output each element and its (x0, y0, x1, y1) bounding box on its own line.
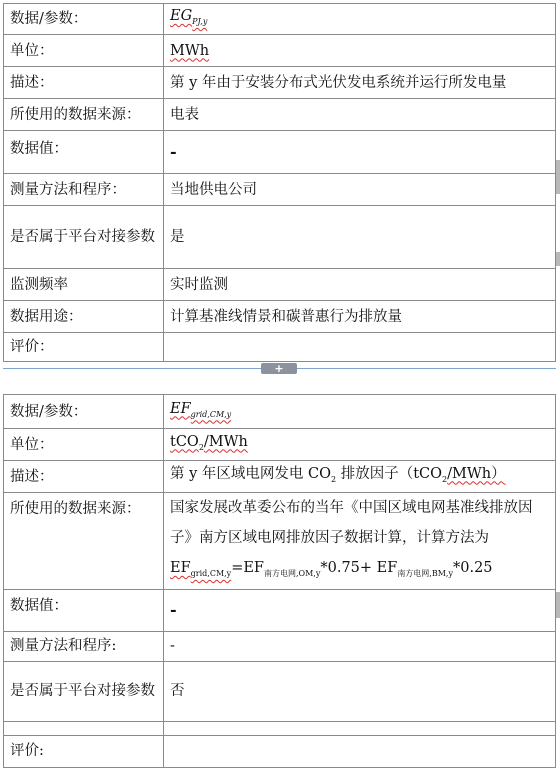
formula-part: =EF (231, 560, 264, 576)
row-label: 数据/参数： (4, 395, 164, 429)
table-row (4, 206, 556, 269)
param-symbol: EG (170, 8, 193, 25)
row-label: 描述： (4, 461, 164, 493)
param-symbol: EF (170, 400, 191, 417)
table-row (4, 174, 556, 206)
desc-subscript: 2 (331, 474, 337, 484)
desc-part: 第 y 年区域电网发电 CO (170, 465, 332, 482)
row-label: 单位： (4, 429, 164, 461)
unit-part: /MWh (203, 433, 248, 450)
row-value: 否 (164, 661, 556, 721)
data-value: - (170, 599, 177, 619)
table-row (4, 35, 556, 67)
row-value (164, 493, 556, 590)
row-value: 第 y 年由于安装分布式光伏发电系统并运行所发电量 (164, 67, 556, 99)
param-subscript: grid,CM,y (190, 409, 232, 419)
formula-subscript: grid,CM,y (190, 568, 232, 578)
table-row (4, 735, 556, 767)
formula-part: EF (170, 560, 191, 576)
row-value: 电表 (164, 99, 556, 131)
row-label: 数据值： (4, 131, 164, 174)
table-row (4, 301, 556, 333)
formula-part: *0.75+ EF (320, 560, 398, 576)
scroll-marker (556, 252, 560, 266)
unit-text: MWh (170, 42, 210, 59)
row-label (4, 721, 164, 735)
row-value (164, 333, 556, 362)
parameter-table-eg (3, 3, 556, 362)
row-value: - (164, 631, 556, 661)
row-value (164, 35, 556, 67)
row-value (164, 735, 556, 767)
table-row (4, 661, 556, 721)
row-label: 数据/参数： (4, 4, 164, 35)
row-label: 描述： (4, 67, 164, 99)
row-label: 单位： (4, 35, 164, 67)
source-text: 国家发展改革委公布的当年《中国区域电网基准线排放因子》南方区域电网排放因子数据计算，计算方法为 (170, 500, 533, 546)
row-value: 计算基准线情景和碳普惠行为排放量 (164, 301, 556, 333)
desc-subscript: 2 (442, 474, 448, 484)
table-row (4, 429, 556, 461)
desc-part: /MWh） (447, 465, 506, 482)
formula-part: *0.25 (453, 560, 493, 576)
insert-row-button[interactable]: + (261, 363, 297, 374)
unit-text (170, 434, 248, 450)
row-value (164, 429, 556, 461)
row-value (164, 131, 556, 174)
desc-part: 排放因子（tCO (336, 465, 443, 482)
row-label: 评价: (4, 735, 164, 767)
row-label: 测量方法和程序： (4, 174, 164, 206)
row-value (164, 395, 556, 429)
row-value: 当地供电公司 (164, 174, 556, 206)
unit-part: tCO (170, 433, 199, 450)
row-value: 是 (164, 206, 556, 269)
table-row (4, 461, 556, 493)
formula-subscript: 南方电网,BM,y (397, 568, 453, 578)
row-label: 数据用途： (4, 301, 164, 333)
row-value (164, 4, 556, 35)
table-row (4, 333, 556, 362)
scroll-marker (556, 160, 560, 194)
data-value: - (170, 141, 177, 161)
row-label: 评价： (4, 333, 164, 362)
row-label: 所使用的数据来源： (4, 99, 164, 131)
table-row (4, 589, 556, 631)
row-value (164, 721, 556, 735)
row-label: 数据值： (4, 589, 164, 631)
table-row (4, 395, 556, 429)
row-value: 实时监测 (164, 269, 556, 301)
scroll-marker (556, 592, 560, 618)
formula-subscript: 南方电网,OM,y (264, 568, 321, 578)
table-row (4, 269, 556, 301)
table-row (4, 4, 556, 35)
param-subscript: PJ,y (192, 16, 208, 26)
table-row (4, 493, 556, 590)
table-row (4, 99, 556, 131)
unit-subscript: 2 (198, 442, 204, 452)
table-row (4, 631, 556, 661)
row-label: 是否属于平台对接参数 (4, 206, 164, 269)
table-row (4, 721, 556, 735)
table-row (4, 131, 556, 174)
row-label: 监测频率 (4, 269, 164, 301)
row-label: 是否属于平台对接参数 (4, 661, 164, 721)
row-value (164, 589, 556, 631)
parameter-table-ef (3, 394, 556, 768)
formula (170, 560, 493, 576)
row-label: 所使用的数据来源： (4, 493, 164, 590)
table-row (4, 67, 556, 99)
row-label: 测量方法和程序: (4, 631, 164, 661)
row-value (164, 461, 556, 493)
